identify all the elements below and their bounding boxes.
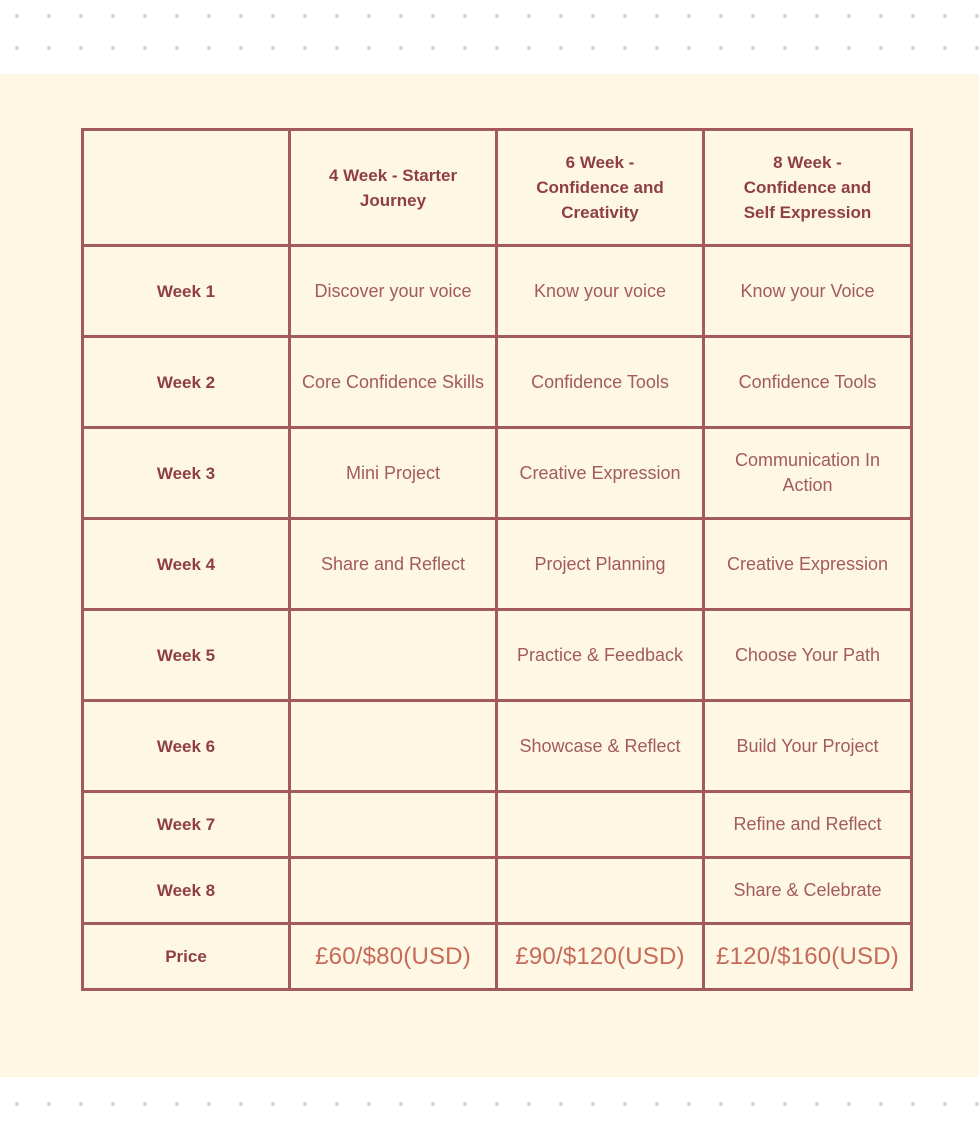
table-row [83, 701, 912, 792]
row-label: Week 8 [83, 858, 290, 924]
price-label: Price [83, 924, 290, 990]
table-cell: Creative Expression [704, 519, 912, 610]
table-cell: Project Planning [497, 519, 704, 610]
row-label: Week 4 [83, 519, 290, 610]
table-row [83, 337, 912, 428]
table-cell: Know your Voice [704, 246, 912, 337]
row-label: Week 6 [83, 701, 290, 792]
program-comparison-table [81, 128, 913, 991]
table-cell [497, 792, 704, 858]
table-cell: Share and Reflect [290, 519, 497, 610]
table-row [83, 519, 912, 610]
row-label: Week 2 [83, 337, 290, 428]
row-label: Week 5 [83, 610, 290, 701]
table-row [83, 428, 912, 519]
header-4-week-plan: 4 Week - Starter Journey [290, 130, 497, 246]
table-cell: Know your voice [497, 246, 704, 337]
table-cell: Share & Celebrate [704, 858, 912, 924]
table-row [83, 858, 912, 924]
header-6-week-plan: 6 Week - Confidence and Creativity [497, 130, 704, 246]
table-cell [290, 610, 497, 701]
table-cell: Build Your Project [704, 701, 912, 792]
price-row [83, 924, 912, 990]
row-label: Week 1 [83, 246, 290, 337]
table-cell: Communication In Action [704, 428, 912, 519]
header-8-week-plan: 8 Week - Confidence and Self Expression [704, 130, 912, 246]
header-corner-cell [83, 130, 290, 246]
table-cell: Discover your voice [290, 246, 497, 337]
row-label: Week 7 [83, 792, 290, 858]
table-row [83, 792, 912, 858]
price-6-week: £90/$120(USD) [497, 924, 704, 990]
price-4-week: £60/$80(USD) [290, 924, 497, 990]
table-cell: Creative Expression [497, 428, 704, 519]
table-cell [290, 701, 497, 792]
table-cell: Practice & Feedback [497, 610, 704, 701]
table-row [83, 610, 912, 701]
table-cell: Showcase & Reflect [497, 701, 704, 792]
price-8-week: £120/$160(USD) [704, 924, 912, 990]
row-label: Week 3 [83, 428, 290, 519]
table-cell [290, 792, 497, 858]
table-cell: Confidence Tools [704, 337, 912, 428]
table-row [83, 246, 912, 337]
table-cell: Confidence Tools [497, 337, 704, 428]
table-header-row [83, 130, 912, 246]
table-cell: Core Confidence Skills [290, 337, 497, 428]
table-cell: Refine and Reflect [704, 792, 912, 858]
table-cell: Choose Your Path [704, 610, 912, 701]
table-cell [497, 858, 704, 924]
table-cell [290, 858, 497, 924]
table-cell: Mini Project [290, 428, 497, 519]
